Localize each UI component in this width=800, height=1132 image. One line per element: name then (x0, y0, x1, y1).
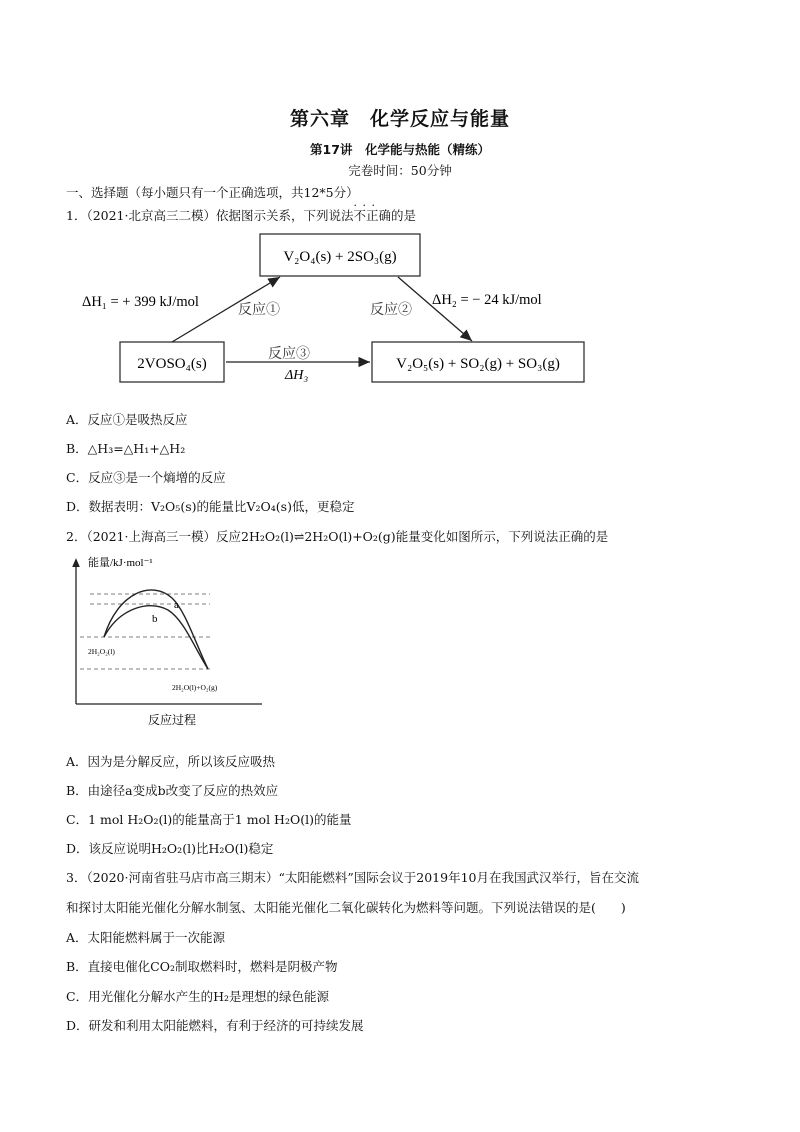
reactant-label: 2H₂O₂(l) (88, 647, 115, 656)
question-3-stem-line-1: 3．（2020·河南省驻马店市高三期末）“太阳能燃料”国际会议于2019年10月在我国武汉举行，旨在交流 (66, 870, 639, 885)
x-axis-label: 反应过程 (148, 713, 197, 727)
question-3-option-a: A．太阳能燃料属于一次能源 (66, 930, 226, 945)
reaction-2-label: 反应② (370, 303, 412, 318)
question-3-option-d: D．研发和利用太阳能燃料，有利于经济的可持续发展 (66, 1018, 364, 1033)
dh1-label: ΔH₁ = + 399 kJ/mol (82, 294, 199, 310)
curve-a-label: a (174, 599, 179, 611)
exam-time: 完卷时间：50分钟 (348, 163, 452, 178)
box-top-label: V₂O₄(s) + 2SO₃(g) (283, 249, 397, 265)
chapter-title: 第六章 化学反应与能量 (289, 108, 510, 130)
question-1-stem-suffix: 的是 (391, 208, 417, 223)
reaction-1-label: 反应① (238, 303, 280, 318)
question-1-emphasis: · · · 不正确 (354, 208, 392, 223)
question-1-option-b: B．△H₃=△H₁+△H₂ (66, 441, 186, 456)
question-1-option-a: A．反应①是吸热反应 (66, 412, 188, 427)
question-1-stem-prefix: 1．（2021·北京高三二模）依据图示关系，下列说法 (66, 208, 354, 223)
y-axis-label: 能量/kJ·mol⁻¹ (88, 557, 153, 569)
question-2-option-c: C．1 mol H₂O₂(l)的能量高于1 mol H₂O(l)的能量 (66, 812, 352, 827)
question-3-option-b: B．直接电催化CO₂制取燃料时，燃料是阴极产物 (66, 959, 338, 974)
question-2-option-b: B．由途径a变成b改变了反应的热效应 (66, 783, 279, 798)
dh3-label: ΔH₃ (285, 368, 309, 383)
box-right-label: V₂O₅(s) + SO₂(g) + SO₃(g) (396, 356, 560, 372)
question-2-option-a: A．因为是分解反应，所以该反应吸热 (66, 754, 276, 769)
box-left-label: 2VOSO₄(s) (137, 356, 207, 372)
question-2-energy-diagram (70, 552, 270, 730)
reaction-3-label: 反应③ (268, 347, 310, 362)
lecture-title: 第17讲 化学能与热能（精练） (310, 142, 490, 157)
question-3-stem-line-2: 和探讨太阳能光催化分解水制氢、太阳能光催化二氧化碳转化为燃料等问题。下列说法错误的是( ) (66, 900, 626, 915)
question-1-diagram (80, 224, 600, 394)
question-2-stem: 2．（2021·上海高三一模）反应2H₂O₂(l)⇌2H₂O(l)+O₂(g)能量变化如图所示，下列说法正确的是 (66, 529, 609, 544)
question-1-option-d: D．数据表明：V₂O₅(s)的能量比V₂O₄(s)低，更稳定 (66, 499, 355, 514)
curve-b-label: b (152, 613, 158, 625)
question-2-option-d: D．该反应说明H₂O₂(l)比H₂O(l)稳定 (66, 841, 274, 856)
product-label: 2H₂O(l)+O₂(g) (172, 683, 218, 692)
section-heading: 一、选择题（每小题只有一个正确选项，共12*5分） (66, 185, 359, 200)
dh2-label: ΔH₂ = − 24 kJ/mol (432, 292, 542, 308)
question-3-option-c: C．用光催化分解水产生的H₂是理想的绿色能源 (66, 989, 329, 1004)
curve-a (104, 590, 208, 669)
question-1-option-c: C．反应③是一个熵增的反应 (66, 470, 226, 485)
question-1-stem (66, 206, 416, 224)
